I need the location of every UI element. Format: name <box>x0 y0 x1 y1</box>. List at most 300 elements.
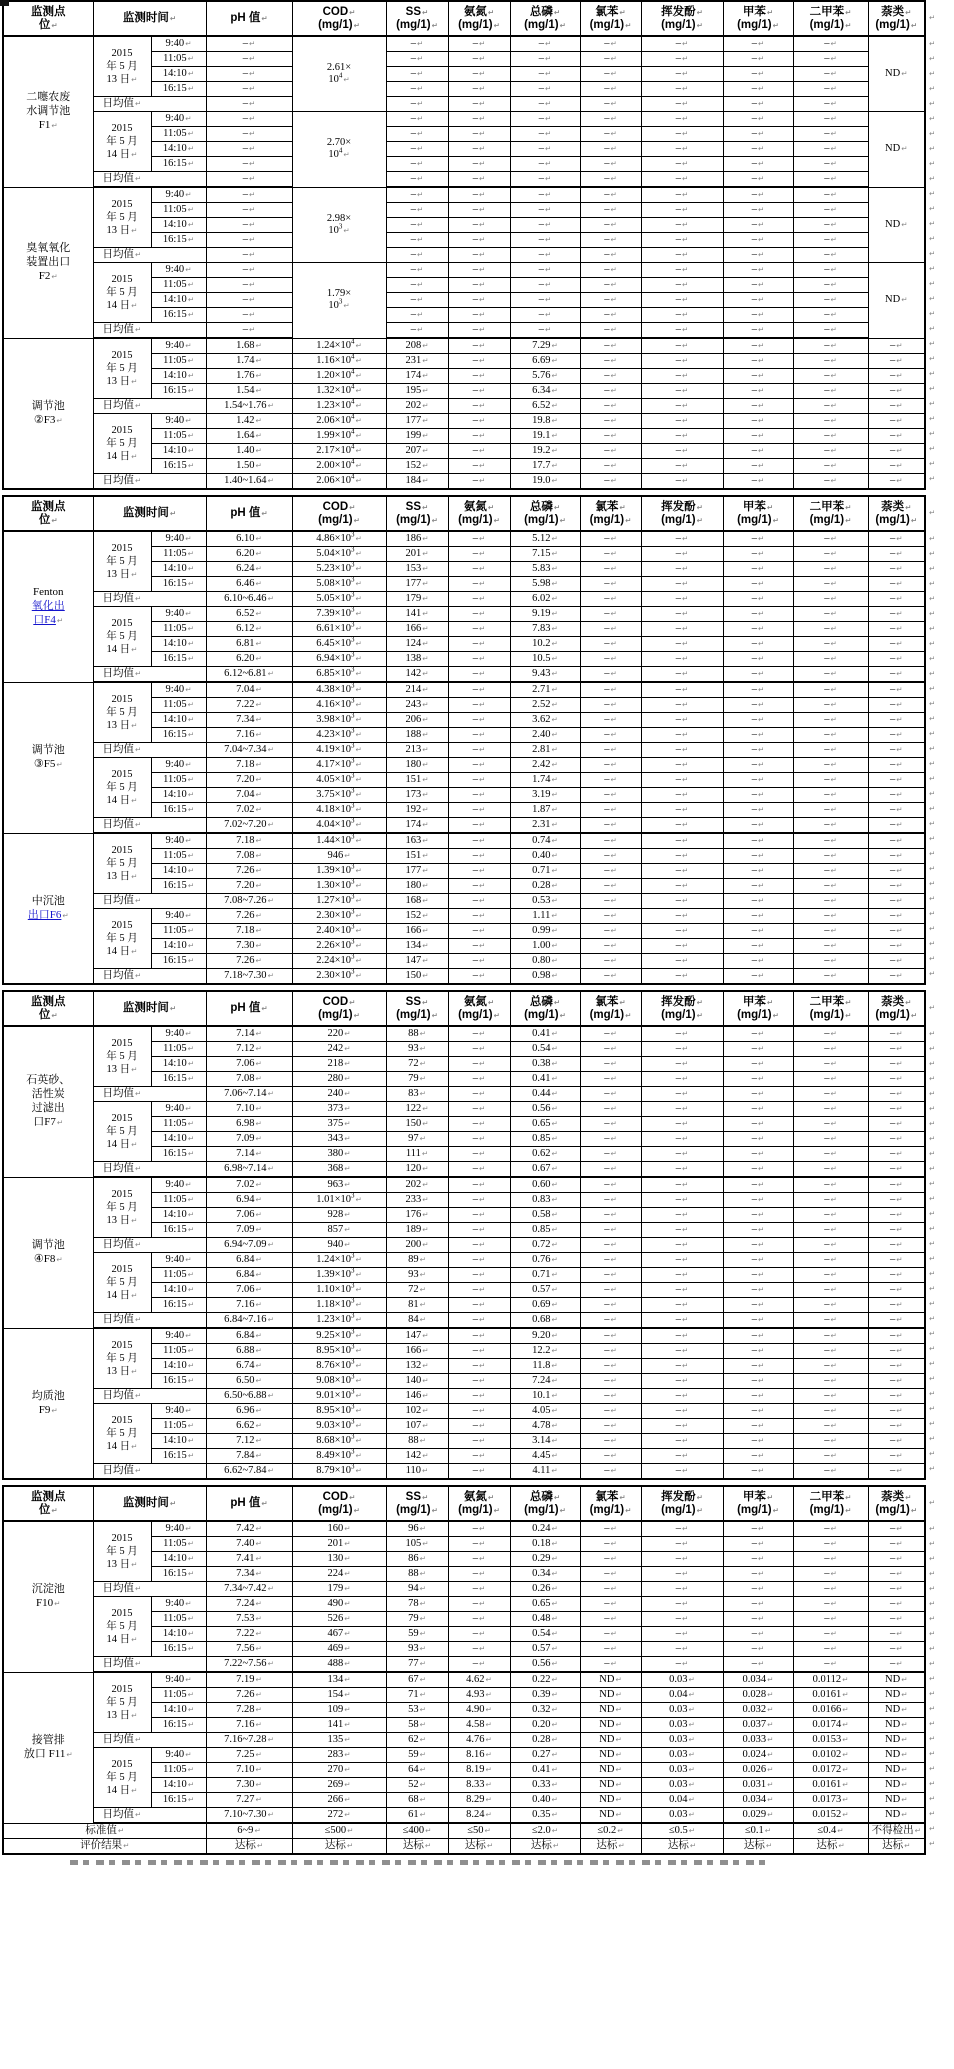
pilcrow-mark: ↵ <box>185 760 192 769</box>
toluene-cell: –↵ <box>723 52 793 67</box>
pilcrow-mark: ↵ <box>610 534 617 543</box>
ss-cell: 105↵ <box>386 1537 448 1552</box>
pilcrow-mark: ↵ <box>830 1539 837 1548</box>
pilcrow-mark: ↵ <box>355 416 362 425</box>
pilcrow-mark: ↵ <box>845 515 852 525</box>
pilcrow-mark: ↵ <box>551 1780 558 1789</box>
cod-cell: $7.39\times 10^3↵$ <box>292 607 386 622</box>
pilcrow-mark: ↵ <box>419 1059 426 1068</box>
phosphorus-cell: 0.62↵ <box>510 1147 580 1162</box>
pilcrow-mark: ↵ <box>355 1315 362 1324</box>
pilcrow-mark: ↵ <box>681 1285 689 1294</box>
phosphorus-cell: –↵ <box>510 52 580 67</box>
pilcrow-mark: ↵ <box>696 20 703 30</box>
pilcrow-mark: ↵ <box>478 654 486 663</box>
pilcrow-mark: ↵ <box>422 1361 429 1370</box>
phosphorus-cell: 0.98↵ <box>510 969 580 985</box>
ph-cell: –↵ <box>206 52 292 67</box>
pilcrow-mark: ↵ <box>610 1104 617 1113</box>
ss-cell: –↵ <box>386 308 448 323</box>
pilcrow-mark: ↵ <box>355 1331 362 1340</box>
toluene-cell: –↵ <box>723 1521 793 1537</box>
chlorobenzene-cell: –↵ <box>580 1567 641 1582</box>
ph-cell: 6.50↵ <box>206 1374 292 1389</box>
pilcrow-mark: ↵ <box>478 1210 486 1219</box>
pilcrow-mark: ↵ <box>135 1466 142 1475</box>
pilcrow-mark: ↵ <box>610 624 617 633</box>
pilcrow-mark: ↵ <box>419 1720 426 1729</box>
col-header-naphthalene: 萘类↵ (mg/1)↵ <box>868 496 925 531</box>
chlorobenzene-cell: –↵ <box>580 323 641 339</box>
pilcrow-mark: ↵ <box>610 386 617 395</box>
ph-cell: 7.18↵ <box>206 924 292 939</box>
pilcrow-mark: ↵ <box>267 1164 274 1173</box>
chlorobenzene-cell: –↵ <box>580 112 641 127</box>
naphthalene-cell: –↵ <box>868 1612 925 1627</box>
pilcrow-mark: ↵ <box>610 1134 617 1143</box>
time-cell: 14:10↵ <box>151 369 206 384</box>
pilcrow-mark: ↵ <box>51 1010 58 1020</box>
avg-label-cell: 日均值↵ <box>93 97 206 112</box>
pilcrow-mark: ↵ <box>767 1810 774 1819</box>
pilcrow-mark: ↵ <box>355 624 362 633</box>
time-cell: 11:05↵ <box>151 52 206 67</box>
pilcrow-mark: ↵ <box>135 594 142 603</box>
chlorobenzene-cell: –↵ <box>580 924 641 939</box>
pilcrow-mark: ↵ <box>419 1089 426 1098</box>
phenol-cell: –↵ <box>641 354 723 369</box>
pilcrow-mark: ↵ <box>896 1524 903 1533</box>
phosphorus-cell: 0.39↵ <box>510 1688 580 1703</box>
time-cell: 11:05↵ <box>151 127 206 142</box>
pilcrow-mark: ↵ <box>896 1629 903 1638</box>
pilcrow-mark: ↵ <box>689 1841 697 1850</box>
pilcrow-mark: ↵ <box>688 1690 695 1699</box>
pilcrow-mark: ↵ <box>478 685 486 694</box>
table-section-1 <box>2 0 954 490</box>
pilcrow-mark: ↵ <box>610 1225 617 1234</box>
pilcrow-mark: ↵ <box>422 805 429 814</box>
pilcrow-mark: ↵ <box>551 911 558 920</box>
toluene-cell: –↵ <box>723 803 793 818</box>
cod-cell: 242↵ <box>292 1042 386 1057</box>
toluene-cell: –↵ <box>723 127 793 142</box>
pilcrow-mark: ↵ <box>187 371 195 380</box>
pilcrow-mark: ↵ <box>135 820 142 829</box>
pilcrow-mark: ↵ <box>187 549 194 558</box>
ss-cell: –↵ <box>386 172 448 188</box>
pilcrow-mark: ↵ <box>757 1629 765 1638</box>
pilcrow-mark: ↵ <box>681 235 689 244</box>
col-header-toluene: 甲苯↵ (mg/1)↵ <box>723 991 793 1026</box>
pilcrow-mark: ↵ <box>478 310 486 319</box>
ss-cell: 192↵ <box>386 803 448 818</box>
phosphorus-cell: 0.26↵ <box>510 1582 580 1597</box>
pilcrow-mark: ↵ <box>757 54 765 63</box>
ph-cell: –↵ <box>206 127 292 142</box>
pilcrow-mark: ↵ <box>610 911 617 920</box>
pilcrow-mark: ↵ <box>757 1391 765 1400</box>
pilcrow-mark: ↵ <box>681 1180 689 1189</box>
pilcrow-mark: ↵ <box>185 1180 192 1189</box>
pilcrow-mark: ↵ <box>248 114 256 123</box>
pilcrow-mark: ↵ <box>896 1240 903 1249</box>
phosphorus-cell: 0.56↵ <box>510 1657 580 1673</box>
ammonia-cell: –↵ <box>448 1026 510 1042</box>
toluene-cell: –↵ <box>723 474 793 490</box>
pilcrow-mark: ↵ <box>344 1089 351 1098</box>
phosphorus-cell: 0.34↵ <box>510 1567 580 1582</box>
xylene-cell: –↵ <box>793 1582 868 1597</box>
ammonia-cell: 4.76↵ <box>448 1733 510 1748</box>
ammonia-cell: 4.62↵ <box>448 1672 510 1688</box>
xylene-cell: –↵ <box>793 547 868 562</box>
ss-cell: –↵ <box>386 233 448 248</box>
pilcrow-mark: ↵ <box>681 84 689 93</box>
phosphorus-cell: 6.02↵ <box>510 592 580 607</box>
time-cell: 16:15↵ <box>151 879 206 894</box>
pilcrow-mark: ↵ <box>185 265 192 274</box>
phosphorus-cell: 0.18↵ <box>510 1537 580 1552</box>
ph-cell: 6.84↵ <box>206 1253 292 1268</box>
pilcrow-mark: ↵ <box>896 594 903 603</box>
pilcrow-mark: ↵ <box>187 730 195 739</box>
time-cell: 14:10↵ <box>151 1359 206 1374</box>
phosphorus-cell: –↵ <box>510 112 580 127</box>
ph-cell: 6.20↵ <box>206 652 292 667</box>
pilcrow-mark: ↵ <box>610 114 617 123</box>
naphthalene-cell: –↵ <box>868 803 925 818</box>
naphthalene-cell: –↵ <box>868 459 925 474</box>
ph-cell: –↵ <box>206 36 292 52</box>
xylene-cell: –↵ <box>793 1057 868 1072</box>
pilcrow-mark: ↵ <box>681 1240 689 1249</box>
phosphorus-cell: 3.19↵ <box>510 788 580 803</box>
pilcrow-mark: ↵ <box>610 220 617 229</box>
pilcrow-mark: ↵ <box>131 1786 138 1795</box>
pilcrow-mark: ↵ <box>830 1059 837 1068</box>
toluene-cell: 0.029↵ <box>723 1808 793 1824</box>
ss-cell: –↵ <box>386 203 448 218</box>
pilcrow-mark: ↵ <box>419 1044 426 1053</box>
pilcrow-mark: ↵ <box>610 1599 617 1608</box>
pilcrow-mark: ↵ <box>681 1134 689 1143</box>
pilcrow-mark: ↵ <box>681 685 689 694</box>
chlorobenzene-cell: –↵ <box>580 263 641 278</box>
ss-cell: 93↵ <box>386 1268 448 1283</box>
pilcrow-mark: ↵ <box>248 54 256 63</box>
pilcrow-mark: ↵ <box>845 7 852 17</box>
point-link[interactable]: 氧化出 <box>31 600 65 613</box>
pilcrow-mark: ↵ <box>187 1285 195 1294</box>
ss-cell: 152↵ <box>386 909 448 924</box>
pilcrow-mark: ↵ <box>625 515 632 525</box>
pilcrow-mark: ↵ <box>355 386 362 395</box>
toluene-cell: –↵ <box>723 1042 793 1057</box>
xylene-cell: 0.0112↵ <box>793 1672 868 1688</box>
pilcrow-mark: ↵ <box>349 1492 356 1502</box>
time-cell: 14:10↵ <box>151 1283 206 1298</box>
pilcrow-mark: ↵ <box>551 401 558 410</box>
pilcrow-mark: ↵ <box>551 1225 558 1234</box>
toluene-cell: –↵ <box>723 1344 793 1359</box>
pilcrow-mark: ↵ <box>344 1149 351 1158</box>
pilcrow-mark: ↵ <box>757 926 765 935</box>
pilcrow-mark: ↵ <box>419 1569 426 1578</box>
pilcrow-mark: ↵ <box>830 1149 837 1158</box>
pilcrow-mark: ↵ <box>255 1705 262 1714</box>
col-header-phenol: 挥发酚↵ (mg/1)↵ <box>641 991 723 1026</box>
pilcrow-mark: ↵ <box>187 310 195 319</box>
pilcrow-mark: ↵ <box>551 700 558 709</box>
ammonia-cell: –↵ <box>448 1537 510 1552</box>
pilcrow-mark: ↵ <box>681 401 689 410</box>
phosphorus-cell: 0.71↵ <box>510 864 580 879</box>
phosphorus-cell: –↵ <box>510 323 580 339</box>
phenol-cell: –↵ <box>641 1238 723 1253</box>
col-header-xylene: 二甲苯↵ (mg/1)↵ <box>793 1486 868 1521</box>
pilcrow-mark: ↵ <box>681 730 689 739</box>
pilcrow-mark: ↵ <box>830 265 837 274</box>
pilcrow-mark: ↵ <box>478 836 486 845</box>
avg-label-cell: 日均值↵ <box>93 399 206 414</box>
pilcrow-mark: ↵ <box>56 415 63 425</box>
pilcrow-mark: ↵ <box>830 1089 837 1098</box>
pilcrow-mark: ↵ <box>830 431 837 440</box>
pilcrow-mark: ↵ <box>478 356 486 365</box>
pilcrow-mark: ↵ <box>544 69 552 78</box>
pilcrow-mark: ↵ <box>757 669 765 678</box>
phosphorus-cell: 2.42↵ <box>510 758 580 773</box>
pilcrow-mark: ↵ <box>422 1240 429 1249</box>
time-cell: 16:15↵ <box>151 652 206 667</box>
time-cell: 11:05↵ <box>151 1268 206 1283</box>
date-cell: 2015 年 5 月 13 日↵ <box>93 1328 151 1389</box>
toluene-cell: –↵ <box>723 1642 793 1657</box>
pilcrow-mark: ↵ <box>422 1225 429 1234</box>
pilcrow-mark: ↵ <box>681 144 689 153</box>
naphthalene-cell: ND↵ <box>868 263 925 339</box>
pilcrow-mark: ↵ <box>764 1826 772 1835</box>
ammonia-cell: –↵ <box>448 788 510 803</box>
pilcrow-mark: ↵ <box>681 1029 689 1038</box>
xylene-cell: –↵ <box>793 308 868 323</box>
naphthalene-cell: –↵ <box>868 592 925 607</box>
pilcrow-mark: ↵ <box>544 205 552 214</box>
pilcrow-mark: ↵ <box>187 431 194 440</box>
pilcrow-mark: ↵ <box>248 310 256 319</box>
cod-cell: 2.70× $10^4↵$ <box>292 112 386 188</box>
cod-cell: $2.06\times 10^4↵$ <box>292 414 386 429</box>
pilcrow-mark: ↵ <box>610 1436 617 1445</box>
pilcrow-mark: ↵ <box>610 1346 617 1355</box>
ph-cell: 7.06↵ <box>206 1057 292 1072</box>
cod-cell: 2.61× $10^4↵$ <box>292 36 386 112</box>
pilcrow-mark: ↵ <box>681 1255 689 1264</box>
pilcrow-mark: ↵ <box>551 1044 558 1053</box>
pilcrow-mark: ↵ <box>896 564 903 573</box>
phenol-cell: –↵ <box>641 1298 723 1313</box>
cod-cell: 154↵ <box>292 1688 386 1703</box>
chlorobenzene-cell: –↵ <box>580 788 641 803</box>
time-cell: 16:15↵ <box>151 1567 206 1582</box>
pilcrow-mark: ↵ <box>610 431 617 440</box>
ss-cell: 62↵ <box>386 1733 448 1748</box>
pilcrow-mark: ↵ <box>681 745 689 754</box>
ammonia-cell: –↵ <box>448 833 510 849</box>
xylene-cell: –↵ <box>793 1642 868 1657</box>
toluene-cell: –↵ <box>723 1374 793 1389</box>
pilcrow-mark: ↵ <box>419 1584 426 1593</box>
xylene-cell: –↵ <box>793 1102 868 1117</box>
xylene-cell: –↵ <box>793 1298 868 1313</box>
ss-cell: –↵ <box>386 157 448 172</box>
phosphorus-cell: 7.29↵ <box>510 338 580 354</box>
toluene-cell: –↵ <box>723 263 793 278</box>
ph-cell: 7.10↵ <box>206 1102 292 1117</box>
pilcrow-mark: ↵ <box>551 1451 558 1460</box>
pilcrow-mark: ↵ <box>187 1436 195 1445</box>
chlorobenzene-cell: ND↵ <box>580 1763 641 1778</box>
pilcrow-mark: ↵ <box>478 911 486 920</box>
ammonia-cell: –↵ <box>448 1042 510 1057</box>
naphthalene-cell: –↵ <box>868 607 925 622</box>
naphthalene-cell: –↵ <box>868 531 925 547</box>
xylene-cell: –↵ <box>793 833 868 849</box>
pilcrow-mark: ↵ <box>559 20 566 30</box>
chlorobenzene-cell: –↵ <box>580 1026 641 1042</box>
toluene-cell: –↵ <box>723 531 793 547</box>
pilcrow-mark: ↵ <box>830 114 837 123</box>
pilcrow-mark: ↵ <box>830 1524 837 1533</box>
pilcrow-mark: ↵ <box>610 669 617 678</box>
pilcrow-mark: ↵ <box>842 1795 849 1804</box>
pilcrow-mark: ↵ <box>485 1765 492 1774</box>
evaluation-phenol-cell: 达标↵ <box>641 1839 723 1855</box>
pilcrow-mark: ↵ <box>422 1451 429 1460</box>
ammonia-cell: 4.93↵ <box>448 1688 510 1703</box>
pilcrow-mark: ↵ <box>416 325 424 334</box>
pilcrow-mark: ↵ <box>896 1180 903 1189</box>
pilcrow-mark: ↵ <box>56 1118 64 1128</box>
pilcrow-mark: ↵ <box>56 760 63 769</box>
ammonia-cell: –↵ <box>448 577 510 592</box>
pilcrow-mark: ↵ <box>416 190 424 199</box>
time-cell: 14:10↵ <box>151 293 206 308</box>
pilcrow-mark: ↵ <box>131 1291 138 1300</box>
phosphorus-cell: 0.20↵ <box>510 1718 580 1733</box>
pilcrow-mark: ↵ <box>757 371 765 380</box>
pilcrow-mark: ↵ <box>767 1675 774 1684</box>
phenol-cell: 0.03↵ <box>641 1718 723 1733</box>
pilcrow-mark: ↵ <box>353 1505 360 1515</box>
time-cell: 14:10↵ <box>151 1132 206 1147</box>
phenol-cell: –↵ <box>641 1328 723 1344</box>
pilcrow-mark: ↵ <box>551 1361 558 1370</box>
pilcrow-mark: ↵ <box>896 700 903 709</box>
point-link[interactable]: 口F4 <box>33 614 56 627</box>
time-cell: 16:15↵ <box>151 1298 206 1313</box>
pilcrow-mark: ↵ <box>255 549 262 558</box>
pilcrow-mark: ↵ <box>551 1270 558 1279</box>
ammonia-cell: –↵ <box>448 547 510 562</box>
phosphorus-cell: 0.44↵ <box>510 1087 580 1102</box>
phosphorus-cell: 0.56↵ <box>510 1102 580 1117</box>
chlorobenzene-cell: –↵ <box>580 1537 641 1552</box>
phenol-cell: –↵ <box>641 924 723 939</box>
cod-cell: 272↵ <box>292 1808 386 1824</box>
pilcrow-mark: ↵ <box>896 1391 903 1400</box>
ss-cell: –↵ <box>386 187 448 203</box>
pilcrow-mark: ↵ <box>353 515 360 525</box>
pilcrow-mark: ↵ <box>757 1451 765 1460</box>
xylene-cell: –↵ <box>793 1597 868 1612</box>
phosphorus-cell: 2.81↵ <box>510 743 580 758</box>
pilcrow-mark: ↵ <box>901 219 908 229</box>
toluene-cell: –↵ <box>723 1057 793 1072</box>
evaluation-label-cell: 评价结果↵ <box>3 1839 206 1855</box>
date-cell: 2015 年 5 月 14 日↵ <box>93 607 151 667</box>
ss-cell: 93↵ <box>386 1042 448 1057</box>
ss-cell: 177↵ <box>386 414 448 429</box>
pilcrow-mark: ↵ <box>896 669 903 678</box>
xylene-cell: –↵ <box>793 1147 868 1162</box>
pilcrow-mark: ↵ <box>757 956 765 965</box>
pilcrow-mark: ↵ <box>419 1029 426 1038</box>
xylene-cell: 0.0153↵ <box>793 1733 868 1748</box>
ph-cell: 7.56↵ <box>206 1642 292 1657</box>
pilcrow-mark: ↵ <box>896 1270 903 1279</box>
chlorobenzene-cell: –↵ <box>580 1057 641 1072</box>
xylene-cell: –↵ <box>793 67 868 82</box>
xylene-cell: –↵ <box>793 698 868 713</box>
pilcrow-mark: ↵ <box>610 1644 617 1653</box>
pilcrow-mark: ↵ <box>610 971 617 980</box>
toluene-cell: –↵ <box>723 939 793 954</box>
ss-cell: 141↵ <box>386 607 448 622</box>
ss-cell: –↵ <box>386 52 448 67</box>
pilcrow-mark: ↵ <box>845 1505 852 1515</box>
pilcrow-mark: ↵ <box>830 84 837 93</box>
pilcrow-mark: ↵ <box>422 356 429 365</box>
ss-cell: 166↵ <box>386 1344 448 1359</box>
toluene-cell: –↵ <box>723 278 793 293</box>
pilcrow-mark: ↵ <box>355 549 362 558</box>
pilcrow-mark: ↵ <box>896 1584 903 1593</box>
phosphorus-cell: 0.35↵ <box>510 1808 580 1824</box>
point-link[interactable]: 出口F6 <box>27 908 62 921</box>
avg-label-cell: 日均值↵ <box>93 172 206 188</box>
ammonia-cell: –↵ <box>448 1087 510 1102</box>
ammonia-cell: –↵ <box>448 1132 510 1147</box>
pilcrow-mark: ↵ <box>830 1346 837 1355</box>
col-header-cod: COD↵ (mg/1)↵ <box>292 496 386 531</box>
pilcrow-mark: ↵ <box>349 7 356 17</box>
pilcrow-mark: ↵ <box>610 461 617 470</box>
pilcrow-mark: ↵ <box>551 1690 558 1699</box>
ph-cell: 7.12↵ <box>206 1434 292 1449</box>
cod-cell: $8.68\times 10^3↵$ <box>292 1434 386 1449</box>
xylene-cell: 0.0102↵ <box>793 1748 868 1763</box>
toluene-cell: –↵ <box>723 1026 793 1042</box>
pilcrow-mark: ↵ <box>544 144 552 153</box>
toluene-cell: –↵ <box>723 384 793 399</box>
xylene-cell: –↵ <box>793 414 868 429</box>
pilcrow-mark: ↵ <box>681 461 689 470</box>
chlorobenzene-cell: –↵ <box>580 233 641 248</box>
pilcrow-mark: ↵ <box>255 1134 262 1143</box>
toluene-cell: –↵ <box>723 547 793 562</box>
